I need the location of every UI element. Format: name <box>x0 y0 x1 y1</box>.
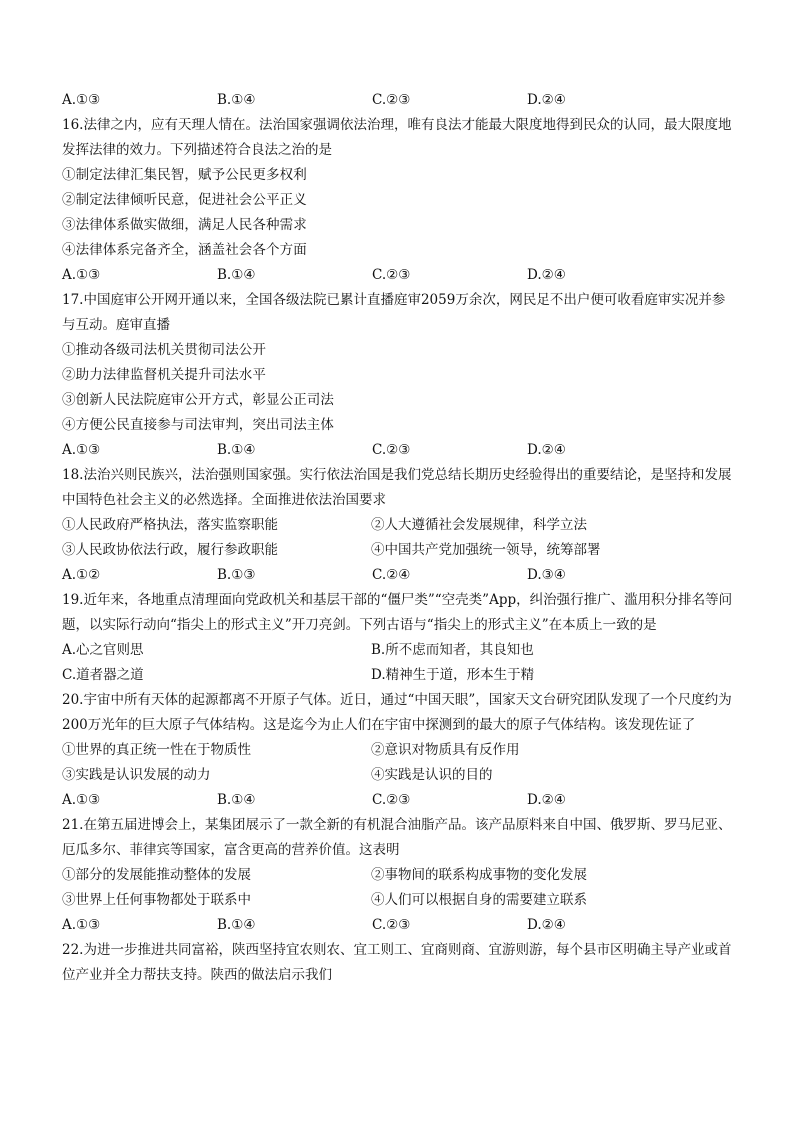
q21-item-4: ④人们可以根据自身的需要建立联系 <box>371 892 587 908</box>
q16-item-1: ①制定法律汇集民智，赋予公民更多权利 <box>62 167 307 183</box>
q17-item-1: ①推动各级司法机关贯彻司法公开 <box>62 342 266 358</box>
q17-item-2: ②助力法律监督机关提升司法水平 <box>62 367 266 383</box>
q20-option-a: A.①③ <box>62 792 101 808</box>
q18-option-d: D.③④ <box>527 567 566 583</box>
exam-page <box>62 88 734 988</box>
q19-options-row-1 <box>62 638 734 663</box>
q17-stem: 17.中国庭审公开网开通以来，全国各级法院已累计直播庭审2059万余次，网民足不出户便可收看庭审实况并参与互动。庭审直播 <box>62 292 726 333</box>
q20-item-4: ④实践是认识的目的 <box>371 767 493 783</box>
q20-option-b: B.①④ <box>217 792 256 808</box>
q18-item-1: ①人民政府严格执法，落实监察职能 <box>62 517 278 533</box>
q17-option-b: B.①④ <box>217 442 256 458</box>
q21-items-row-2 <box>62 888 734 913</box>
q16-option-d: D.②④ <box>527 267 566 283</box>
q15-option-d: D.②④ <box>527 92 566 108</box>
q15-option-a: A.①③ <box>62 92 101 108</box>
q20-items-row-2 <box>62 763 734 788</box>
q17-option-a: A.①③ <box>62 442 101 458</box>
q18-items-row-2 <box>62 538 734 563</box>
q18-options <box>62 563 734 588</box>
q19-options-row-2 <box>62 663 734 688</box>
q20-item-1: ①世界的真正统一性在于物质性 <box>62 742 251 758</box>
q18-option-a: A.①② <box>62 567 101 583</box>
q18-option-c: C.②④ <box>372 567 411 583</box>
q17-options <box>62 438 734 463</box>
q21-item-2: ②事物间的联系构成事物的变化发展 <box>371 867 587 883</box>
q17-item-4: ④方便公民直接参与司法审判，突出司法主体 <box>62 417 334 433</box>
q21-option-d: D.②④ <box>527 917 566 933</box>
q15-option-c: C.②③ <box>372 92 411 108</box>
q21-items-row-1 <box>62 863 734 888</box>
q20-stem: 20.宇宙中所有天体的起源都离不开原子气体。近日，通过“中国天眼”，国家天文台研究团队发现了一个尺度约为200万光年的巨大原子气体结构。这是迄今为止人们在宇宙中探测到的最大的原子气体结构。该发现佐证了 <box>62 692 732 733</box>
q17-option-c: C.②③ <box>372 442 411 458</box>
q21-option-a: A.①③ <box>62 917 101 933</box>
q16-option-b: B.①④ <box>217 267 256 283</box>
q15-options <box>62 88 734 113</box>
q21-stem: 21.在第五届进博会上，某集团展示了一款全新的有机混合油脂产品。该产品原料来自中国、俄罗斯、罗马尼亚、厄瓜多尔、菲律宾等国家，富含更高的营养价值。这表明 <box>62 817 732 858</box>
q19-option-c: C.道者器之道 <box>62 667 144 683</box>
q17-option-d: D.②④ <box>527 442 566 458</box>
q18-item-2: ②人大遵循社会发展规律，科学立法 <box>371 517 587 533</box>
q17-item-3: ③创新人民法院庭审公开方式，彰显公正司法 <box>62 392 334 408</box>
q19-option-b: B.所不虑而知者，其良知也 <box>371 642 534 658</box>
q18-items-row-1 <box>62 513 734 538</box>
q20-items-row-1 <box>62 738 734 763</box>
q20-item-3: ③实践是认识发展的动力 <box>62 767 211 783</box>
q20-option-c: C.②③ <box>372 792 411 808</box>
q16-item-2: ②制定法律倾听民意，促进社会公平正义 <box>62 192 307 208</box>
q21-options <box>62 913 734 938</box>
q18-item-4: ④中国共产党加强统一领导，统筹部署 <box>371 542 601 558</box>
q20-item-2: ②意识对物质具有反作用 <box>371 742 520 758</box>
q20-option-d: D.②④ <box>527 792 566 808</box>
q15-option-b: B.①④ <box>217 92 256 108</box>
q19-option-a: A.心之官则思 <box>62 642 144 658</box>
q21-option-c: C.②③ <box>372 917 411 933</box>
q16-item-4: ④法律体系完备齐全，涵盖社会各个方面 <box>62 242 307 258</box>
q16-options <box>62 263 734 288</box>
q19-option-d: D.精神生于道，形本生于精 <box>371 667 535 683</box>
q18-item-3: ③人民政协依法行政，履行参政职能 <box>62 542 278 558</box>
q16-option-a: A.①③ <box>62 267 101 283</box>
q18-option-b: B.①③ <box>217 567 256 583</box>
q16-item-3: ③法律体系做实做细，满足人民各种需求 <box>62 217 307 233</box>
q16-stem: 16.法律之内，应有天理人情在。法治国家强调依法治理，唯有良法才能最大限度地得到民众的认同，最大限度地发挥法律的效力。下列描述符合良法之治的是 <box>62 117 732 158</box>
q16-option-c: C.②③ <box>372 267 411 283</box>
q21-item-1: ①部分的发展能推动整体的发展 <box>62 867 251 883</box>
q22-stem: 22.为进一步推进共同富裕，陕西坚持宜农则农、宜工则工、宜商则商、宜游则游，每个县市区明确主导产业或首位产业并全力帮扶支持。陕西的做法启示我们 <box>62 942 732 983</box>
q18-stem: 18.法治兴则民族兴，法治强则国家强。实行依法治国是我们党总结长期历史经验得出的重要结论，是坚持和发展中国特色社会主义的必然选择。全面推进依法治国要求 <box>62 467 732 508</box>
q21-item-3: ③世界上任何事物都处于联系中 <box>62 892 251 908</box>
q20-options <box>62 788 734 813</box>
q19-stem: 19.近年来，各地重点清理面向党政机关和基层干部的“僵尸类”“空壳类”App，纠治强行推广、滥用积分排名等问题，以实际行动向“指尖上的形式主义”开刀亮剑。下列古语与“指尖上的形式主义”在本质上一致的是 <box>62 592 733 633</box>
q21-option-b: B.①④ <box>217 917 256 933</box>
